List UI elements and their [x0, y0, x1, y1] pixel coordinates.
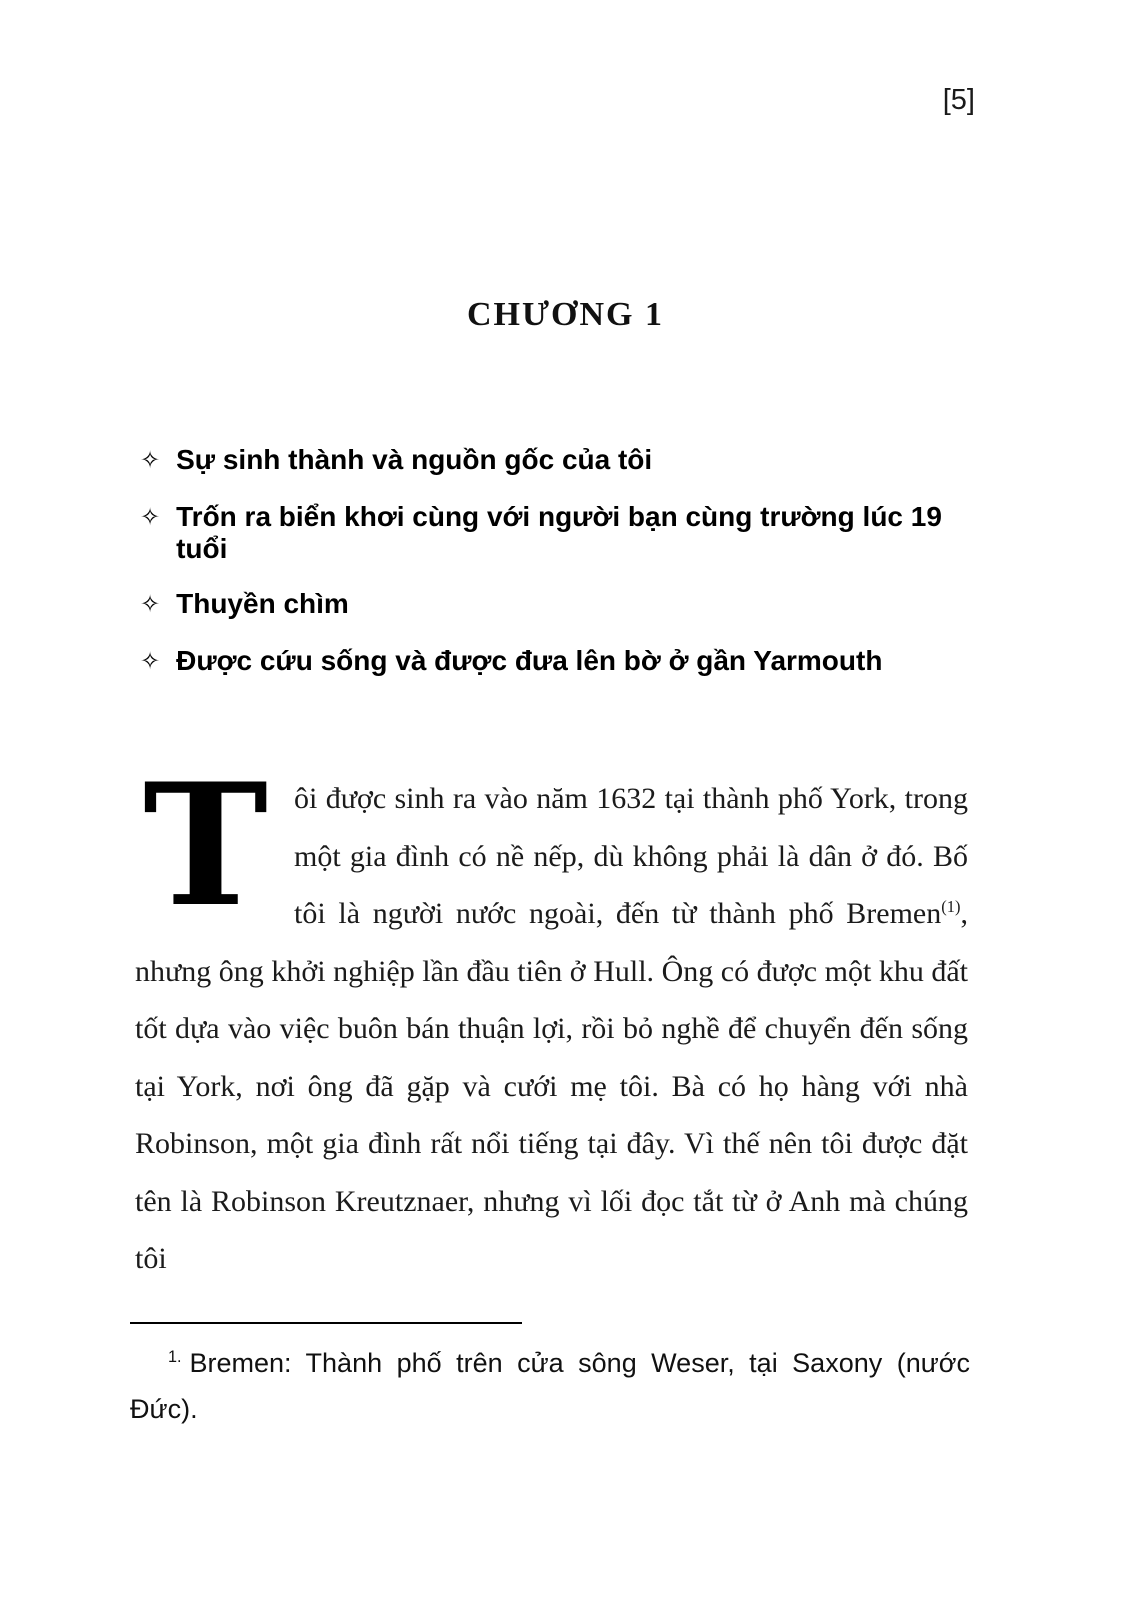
- summary-item: [140, 645, 981, 679]
- diamond-bullet-icon: ✧: [140, 504, 161, 531]
- diamond-bullet-icon: ✧: [140, 648, 161, 675]
- footnote-divider: [130, 1322, 522, 1324]
- footnote-text: [130, 1340, 970, 1432]
- body-text-part2: , nhưng ông khởi nghiệp lần đầu tiên ở Hull. Ông có được một khu đất tốt dựa vào việc buôn bán thuận lợi, rồi bỏ nghề để chuyển đến sống tại York, nơi ông đã gặp và cưới mẹ tôi. Bà có họ hàng với nhà Robinson, một gia đình rất nổi tiếng tại đây. Vì thế nên tôi được đặt tên là Robinson Kreutznaer, nhưng vì lối đọc tắt từ ở Anh mà chúng tôi: [135, 897, 968, 1275]
- chapter-title: CHƯƠNG 1: [466, 296, 664, 333]
- page-number: [5]: [942, 84, 975, 116]
- summary-item-label: Sự sinh thành và nguồn gốc của tôi: [176, 444, 653, 475]
- summary-item-label: Được cứu sống và được đưa lên bờ ở gần Yarmouth: [176, 645, 883, 676]
- diamond-bullet-icon: ✧: [140, 447, 161, 474]
- summary-item: [140, 588, 981, 622]
- footnote-block: [130, 1322, 970, 1432]
- footnote-marker: 1.: [168, 1348, 182, 1366]
- summary-item: [140, 501, 981, 565]
- summary-item: [140, 444, 981, 478]
- body-text-part1: ôi được sinh ra vào năm 1632 tại thành phố York, trong một gia đình có nề nếp, dù không phải là dân ở đó. Bố tôi là người nước ngoài, đến từ thành phố Bremen: [294, 782, 968, 930]
- dropcap-letter: T: [143, 746, 269, 944]
- summary-item-label: Thuyền chìm: [176, 588, 349, 619]
- footnote-body: Bremen: Thành phố trên cửa sông Weser, tại Saxony (nước Đức).: [130, 1348, 970, 1424]
- footnote-reference: (1): [941, 897, 961, 916]
- summary-item-label: Trốn ra biển khơi cùng với người bạn cùng trường lúc 19 tuổi: [176, 501, 942, 564]
- body-paragraph: [135, 746, 968, 1288]
- chapter-summary-list: [140, 444, 981, 702]
- diamond-bullet-icon: ✧: [140, 591, 161, 618]
